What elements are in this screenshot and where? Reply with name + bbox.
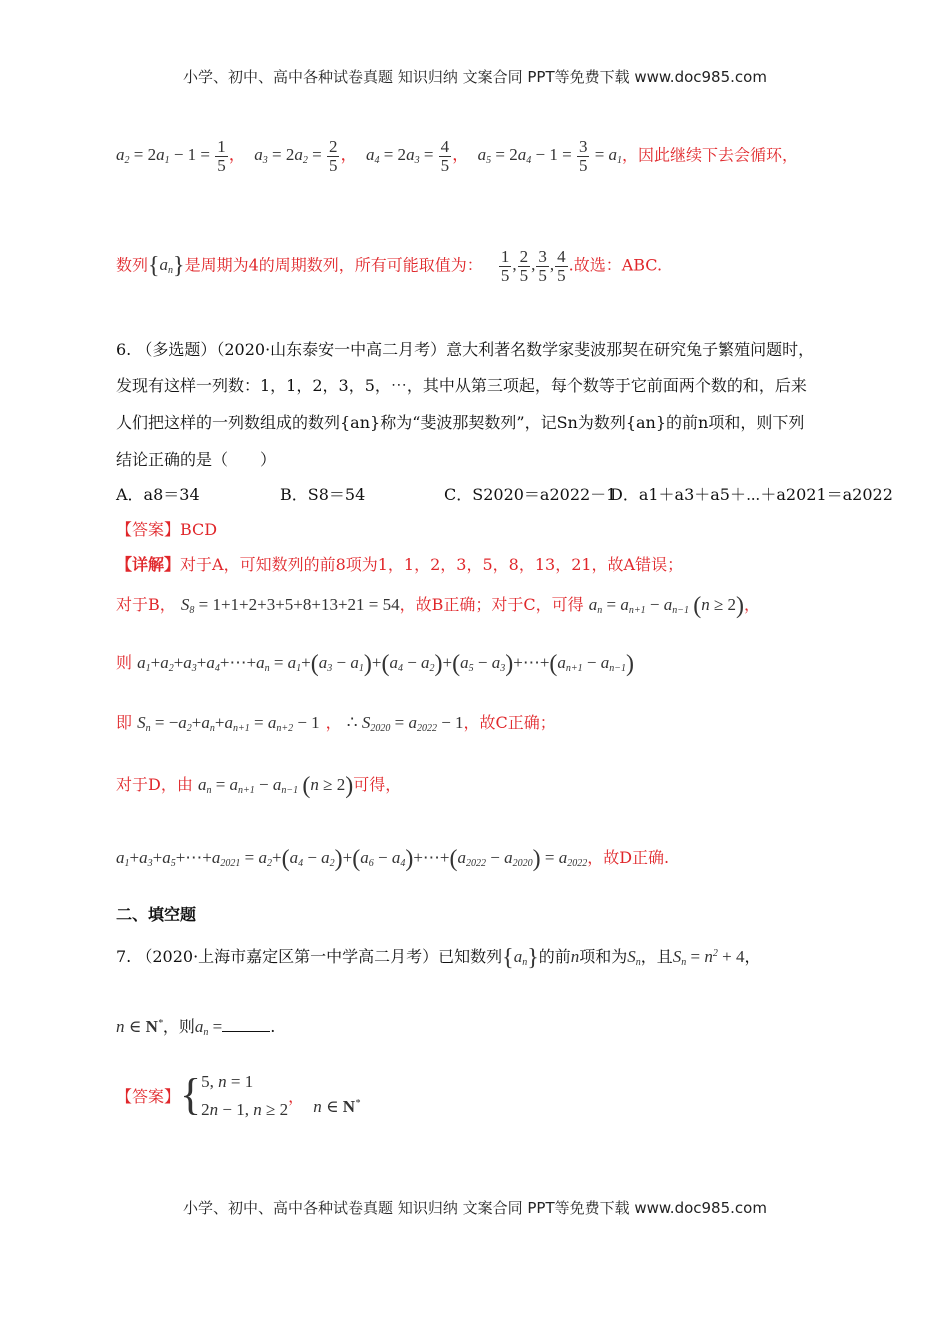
detail-tag: 【详解】 xyxy=(116,555,181,574)
d-end: ，故D正确. xyxy=(587,848,670,867)
formula-values: $\frac{1}{5}$ , $\frac{2}{5}$ , $\frac{3}{5}$ , $\frac{4}{5}$ xyxy=(500,247,566,285)
formula-sum-telescoping: $a_1+a_2+a_3+a_4+\cdots+a_n = a_1+(a_3 - a_1)+(a_4 - a_2)+(a_5$ − $a_3)+\cdots+(a_{n+1} - a_{n-1})$ xyxy=(137,651,635,677)
q6-line-1: 6. （多选题）（2020·山东泰安一中高二月考）意大利著名数学家斐波那契在研究兔子繁殖问题时， xyxy=(116,340,815,359)
q7-line-1 xyxy=(116,944,760,972)
then-word: 则 xyxy=(116,653,133,672)
formula-an-recurrence-d: $a_n = a_{n+1} - a_{n-1}$ (n ≥ 2) xyxy=(197,773,354,799)
q5-text-seq: 数列 xyxy=(116,255,149,275)
detail-a-text: 对于A，可知数列的前8项为1，1，2，3，5，8，13，21，故A错误； xyxy=(180,555,684,574)
b-end: ， xyxy=(744,595,761,614)
b-mid: ，故B正确；对于C，可得 xyxy=(399,595,584,614)
q6-option-b: B．S8＝54 xyxy=(280,485,366,504)
formula-odd-sum: $a_1+a_3+a_5+\cdots+a_{2021} = a_2+(a_4 - a_2)+(a_6$ − $a_4)+\cdots+(a_{2022} - a_{2020}) = a_{2022}$ xyxy=(116,846,588,872)
formula-sn: $S_n = -a_2+a_n+a_{n+1} = a_{n+2} - 1$ xyxy=(137,713,320,734)
c-end: ，故C正确； xyxy=(463,713,556,732)
ie-word: 即 xyxy=(116,713,133,732)
formula-n: n xyxy=(570,947,580,966)
q6-line-2: 发现有这样一列数：1，1，2，3，5，⋯，其中从第三项起，每个数等于它前面两个数的和，后来 xyxy=(116,376,807,395)
formula-q7-sn: $S_n$ xyxy=(627,947,641,968)
q6-detail-a xyxy=(116,552,683,575)
q6-detail-b xyxy=(116,592,760,620)
formula-q7-seq: $\{a_n\}$ xyxy=(502,945,539,971)
q6-detail-d xyxy=(116,772,401,800)
formula-seq-an: $\{a_n\}$ xyxy=(148,253,185,280)
d-mid: 可得， xyxy=(353,775,402,794)
formula-a2-a5: $a_2 = 2a_1 - 1$ = $\frac{1}{5}$ ， $a_3 = 2a_2$ = $\frac{2}{5}$ ， $a_4 = 2a_3$ = $\frac{4}{5}$ ， $a_5 = 2a_4 - 1$ = $\frac{3}{5}$ = $a_1$ xyxy=(116,137,623,175)
q7-mid3: ，且 xyxy=(640,947,673,966)
formula-an-recurrence: $a_n = a_{n+1} - a_{n-1}$ (n ≥ 2) xyxy=(588,593,745,619)
formula-q7-answer: { 5, n = 1 2n − 1, n ≥ 2 xyxy=(180,1069,289,1119)
q7-line-2 xyxy=(116,1014,275,1038)
formula-s2020: ∴ $S_{2020} = a_{2022} - 1$ xyxy=(346,713,464,734)
b-prefix: 对于B， xyxy=(116,595,176,614)
q6-line-4: 结论正确的是（ ） xyxy=(116,450,277,469)
q5-period-line xyxy=(116,248,662,285)
page-footer: 小学、初中、高中各种试卷真题 知识归纳 文案合同 PPT等免费下载 www.doc985.com xyxy=(183,1199,767,1217)
formula-q7-sn-def: $S_n = n^2 + 4$ xyxy=(672,947,745,968)
q6-option-a: A．a8＝34 xyxy=(116,485,200,504)
q7-answer-line xyxy=(116,1068,360,1124)
q7-mid2: 项和为 xyxy=(579,947,628,966)
answer-blank xyxy=(222,1017,270,1032)
q6-answer: 【答案】BCD xyxy=(116,520,218,539)
formula-q7-domain: n ∈ N* xyxy=(313,1096,361,1116)
q5-text-choice: .故选：ABC. xyxy=(568,255,663,275)
q7-then: ，则 xyxy=(162,1017,195,1036)
q6-odd-sum-line xyxy=(116,845,669,873)
q5-sequence-line xyxy=(116,138,798,175)
q6-line-3: 人们把这样的一列数组成的数列{an}称为“斐波那契数列”，记Sn为数列{an}的前n项和，则下列 xyxy=(116,413,805,432)
q7-answer-tag: 【答案】 xyxy=(116,1086,181,1106)
q6-option-c: C．S2020＝a2022－1 xyxy=(444,485,617,504)
q7-prefix: 7. （2020·上海市嘉定区第一中学高二月考）已知数列 xyxy=(116,947,503,966)
formula-s8: $S_8 = 1+1+2+3+5+8+13+21 = 54$ xyxy=(180,595,400,616)
q6-option-d: D．a1＋a3＋a5＋⋯＋a2021＝a2022 xyxy=(610,485,893,504)
section-title-fill-blank: 二、填空题 xyxy=(116,905,197,924)
q6-then-line xyxy=(116,650,634,678)
q6-ie-line: 即 $S_n = -a_2+a_n+a_{n+1} = a_{n+2} - 1$ ， ∴ $S_{2020} = a_{2022} - 1$，故C正确； xyxy=(116,713,556,734)
formula-n-in-N: n ∈ N* xyxy=(116,1017,163,1036)
q5-text-period: 是周期为4的周期数列，所有可能取值为： xyxy=(184,255,483,275)
q7-l2-end: . xyxy=(270,1017,276,1036)
q7-end: ， xyxy=(744,947,761,966)
formula-q7-an: $a_n$ = xyxy=(194,1017,223,1038)
q5-text-cycle: ，因此继续下去会循环， xyxy=(622,145,799,165)
d-prefix: 对于D，由 xyxy=(116,775,193,794)
page-header: 小学、初中、高中各种试卷真题 知识归纳 文案合同 PPT等免费下载 www.doc985.com xyxy=(183,68,767,86)
q7-answer-comma: ， xyxy=(288,1086,305,1106)
q7-mid1: 的前 xyxy=(538,947,571,966)
